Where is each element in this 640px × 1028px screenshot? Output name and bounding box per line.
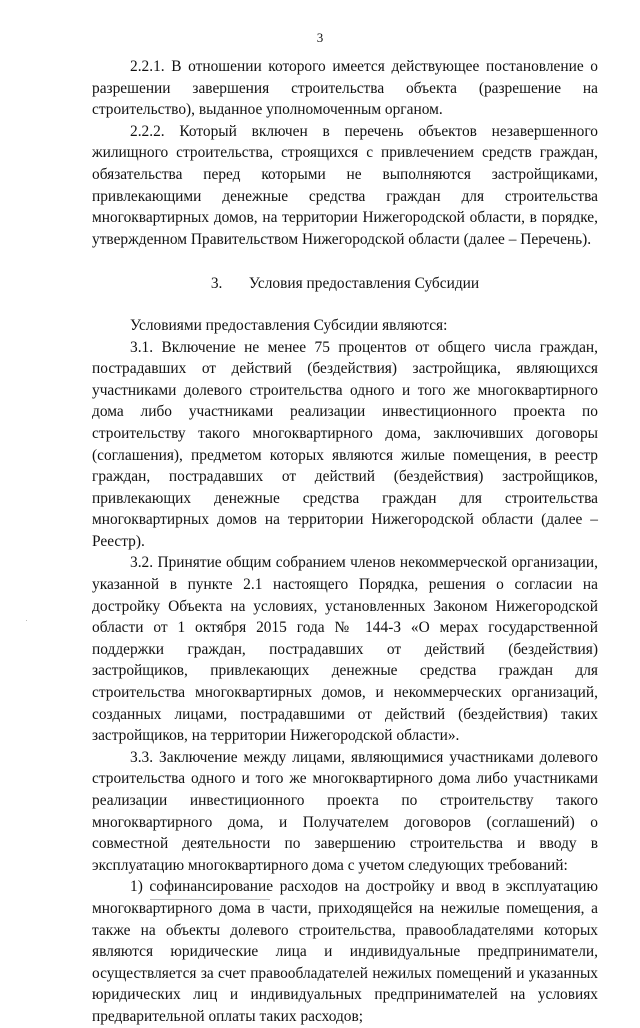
clause-2-2-1: 2.2.1. В отношении которого имеется действующее постановление о разрешении завершения строительства объекта (разрешение на строительство), выданное уполномоченным органом. [92,58,598,119]
section-title: Условия предоставления Субсидии [248,275,480,293]
document-body [92,56,598,1028]
section-heading [92,273,598,295]
page-number: 3 [316,30,324,45]
conditions-intro: Условиями предоставления Субсидии являются: [130,316,448,334]
clause-3-2: 3.2. Принятие общим собранием членов некоммерческой организации, указанной в пункте 2.1 настоящего Порядка, решения о согласии на достройку Объекта на условиях, установленных Законом Нижегородской области от 1 октября 2015 года № 144-З «О мерах государственной поддержки граждан, пострадавших от действий (бездействия) застройщиков, привлекающих денежные средства граждан для строительства многоквартирных домов, и некоммерческих организаций, созданных лицами, пострадавшими от действий (бездействия) таких застройщиков, на территории Нижегородской области». [92,554,598,745]
section-number: 3. [210,275,223,293]
clause-3-1: 3.1. Включение не менее 75 процентов от общего числа граждан, пострадавших от действий (бездействия) застройщика, являющихся участниками долевого строительства одного и того же многоквартирного дома либо участниками реализации инвестиционного проекта по строительству такого многоквартирного дома, заключивших договоры (соглашения), предметом которых являются жилые помещения, в реестр граждан, пострадавших от действий (бездействия) застройщиков, привлекающих денежные средства граждан для строительства многоквартирных домов на территории Нижегородской области (далее – Реестр). [92,338,598,550]
scan-artifact-line [150,899,270,900]
clause-2-2-2: 2.2.2. Который включен в перечень объектов незавершенного жилищного строительства, строящихся с привлечением средств граждан, обязательства перед которыми не выполняются застройщиками, привлекающими денежные средства граждан для строительства многоквартирных домов, на территории Нижегородской области, в порядке, утвержденном Правительством Нижегородской области (далее – Перечень). [92,122,598,248]
clause-3-3-item-1: 1) софинансирование расходов на достройку и ввод в эксплуатацию многоквартирного дома в части, приходящейся на нежилые помещения, а также на объекты долевого строительства, правообладателями которых являются юридические лица и индивидуальные предприниматели, осуществляется за счет правообладателей нежилых помещений и указанных юридических лиц и индивидуальных предпринимателей на условиях предварительной оплаты таких расходов; [92,878,598,1025]
clause-3-3: 3.3. Заключение между лицами, являющимися участниками долевого строительства одного и того же многоквартирного дома либо участниками реализации инвестиционного проекта по строительству такого многоквартирного дома, и Получателем договоров (соглашений) о совместной деятельности по завершению строительства и вводу в эксплуатацию многоквартирного дома с учетом следующих требований: [92,748,598,874]
scan-artifact-dot [26,620,27,621]
